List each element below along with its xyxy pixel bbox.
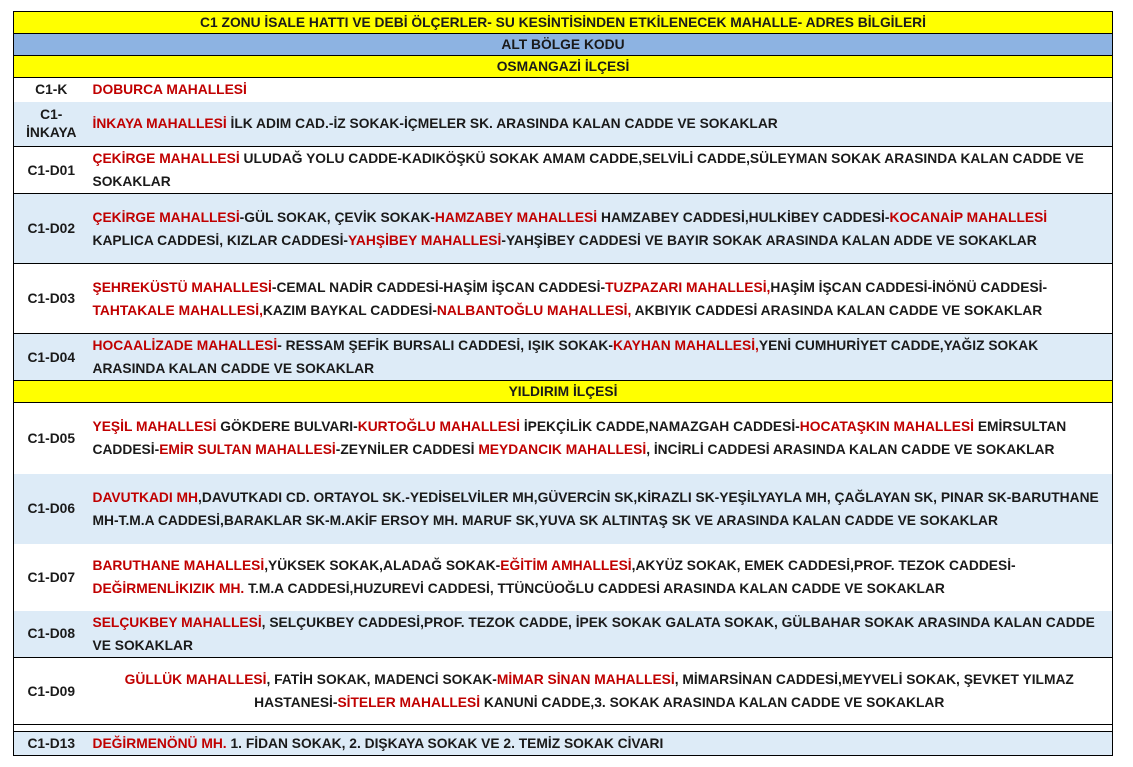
street-text: ,AKYÜZ SOKAK, EMEK CADDESİ,PROF. TEZOK CADDESİ-: [631, 558, 1016, 573]
street-text: , İNCİRLİ CADDESİ ARASINDA KALAN CADDE VE SOKAKLAR: [646, 442, 1055, 458]
district-title: YILDIRIM İLÇESİ: [14, 381, 1113, 403]
row-description: [89, 403, 1113, 474]
table-row: [14, 147, 1113, 194]
row-code: C1-D02: [14, 194, 89, 264]
table-row: [14, 732, 1113, 756]
row-description: [89, 264, 1113, 334]
spacer-row: [14, 725, 1113, 732]
spacer-cell: [14, 725, 1113, 732]
row-code: C1-D09: [14, 658, 89, 725]
row-description: [89, 78, 1113, 102]
row-code: [14, 102, 89, 147]
neighborhood-name: EĞİTİM AMHALLESİ: [500, 558, 632, 573]
street-text: KAZIM BAYKAL CADDESİ-: [262, 302, 437, 318]
street-text: - RESSAM ŞEFİK BURSALI CADDESİ, IŞIK SOKAK-: [277, 338, 613, 353]
neighborhood-name: SİTELER MAHALLESİ: [337, 695, 481, 710]
street-text: KAPLICA CADDESİ, KIZLAR CADDESİ-: [92, 232, 348, 248]
district-row-osmangazi: [14, 56, 1113, 78]
row-description: [89, 544, 1113, 611]
street-text: İPEKÇİLİK CADDE,NAMAZGAH CADDESİ-: [519, 419, 800, 435]
table-row: [14, 474, 1113, 544]
street-text: GÖKDERE BULVARI-: [216, 419, 358, 435]
street-text: -ZEYNİLER CADDESİ: [335, 442, 479, 458]
neighborhood-name: BARUTHANE MAHALLESİ: [92, 558, 265, 573]
title-row: [14, 12, 1113, 34]
neighborhood-name: ŞEHREKÜSTÜ MAHALLESİ: [92, 279, 272, 295]
street-text: HAŞİM İŞCAN CADDESİ-İNÖNÜ CADDESİ-: [770, 279, 1048, 295]
row-code: C1-D07: [14, 544, 89, 611]
neighborhood-name: YEŞİL MAHALLESİ: [92, 419, 217, 435]
street-text: AKBIYIK CADDESİ ARASINDA KALAN CADDE VE SOKAKLAR: [631, 302, 1043, 318]
street-text: T.M.A CADDESİ,HUZUREVİ CADDESİ, TTÜNCÜOĞLU CADDESİ ARASINDA KALAN CADDE VE SOKAKLAR: [244, 581, 945, 596]
neighborhood-name: DAVUTKADI MH: [92, 489, 199, 505]
neighborhood-name: DEĞİRMENÖNÜ MH.: [92, 736, 227, 751]
row-code: C1-D13: [14, 732, 89, 756]
street-text: ,DAVUTKADI CD. ORTAYOL SK.-YEDİSELVİLER MH,GÜVERCİN SK,KİRAZLI SK-YEŞİLYAYLA MH, ÇAĞLAYAN SK, PINAR SK-BARUTHANE MH-T.M.A CADDESİ,BARAKLAR SK-M.AKİF ERSOY MH. MARUF SK,YUVA SK ALTINTAŞ SK VE ARASINDA KALAN CADDE VE SOKAKLAR: [92, 489, 1099, 528]
neighborhood-name: NALBANTOĞLU MAHALLESİ,: [436, 302, 632, 318]
table-row: [14, 194, 1113, 264]
row-description: [89, 732, 1113, 756]
table-title: C1 ZONU İSALE HATTI VE DEBİ ÖLÇERLER- SU KESİNTİSİNDEN ETKİLENECEK MAHALLE- ADRES BİLGİLERİ: [14, 12, 1113, 34]
neighborhood-name: KURTOĞLU MAHALLESİ: [357, 419, 520, 435]
neighborhood-name: MEYDANCIK MAHALLESİ: [478, 442, 647, 458]
row-code: C1-D01: [14, 147, 89, 194]
table-row: [14, 611, 1113, 658]
row-description: [89, 474, 1113, 544]
address-table: [13, 11, 1113, 756]
neighborhood-name: TAHTAKALE MAHALLESİ,: [92, 302, 263, 318]
neighborhood-name: SELÇUKBEY MAHALLESİ: [92, 614, 262, 630]
neighborhood-name: TUZPAZARI MAHALLESİ,: [605, 279, 771, 295]
subheader-row: [14, 34, 1113, 56]
street-text: , SELÇUKBEY CADDESİ,PROF. TEZOK CADDE, İPEK SOKAK GALATA SOKAK, GÜLBAHAR SOKAK ARASINDA KALAN CADDE VE SOKAKLAR: [92, 614, 1095, 653]
row-description: [89, 334, 1113, 381]
district-row-yildirim: [14, 381, 1113, 403]
neighborhood-name: HOCAALİZADE MAHALLESİ: [92, 338, 278, 353]
street-text: İLK ADIM CAD.-İZ SOKAK-İÇMELER SK. ARASINDA KALAN CADDE VE SOKAKLAR: [226, 116, 778, 132]
street-text: -YAHŞİBEY CADDESİ VE BAYIR SOKAK ARASINDA KALAN ADDE VE SOKAKLAR: [501, 232, 1037, 248]
row-code: C1-D08: [14, 611, 89, 658]
row-code: C1-D03: [14, 264, 89, 334]
neighborhood-name: ÇEKİRGE MAHALLESİ: [92, 151, 240, 166]
row-description: [89, 194, 1113, 264]
neighborhood-name: DEĞİRMENLİKIZIK MH.: [92, 581, 245, 596]
street-text: ULUDAĞ YOLU CADDE-KADIKÖŞKÜ SOKAK AMAM CADDE,SELVİLİ CADDE,SÜLEYMAN SOKAK ARASINDA KALAN CADDE VE SOKAKLAR: [92, 151, 1084, 189]
row-code: C1-K: [14, 78, 89, 102]
street-text: HAMZABEY CADDESİ,HULKİBEY CADDESİ-: [597, 209, 890, 225]
neighborhood-name: GÜLLÜK MAHALLESİ: [124, 672, 267, 687]
subheader: ALT BÖLGE KODU: [14, 34, 1113, 56]
table-row: [14, 102, 1113, 147]
neighborhood-name: MİMAR SİNAN MAHALLESİ: [496, 672, 675, 687]
row-code-text: C1- İNKAYA: [26, 106, 77, 140]
table-row: [14, 403, 1113, 474]
neighborhood-name: YAHŞİBEY MAHALLESİ: [348, 232, 502, 248]
street-text: , FATİH SOKAK, MADENCİ SOKAK-: [266, 672, 497, 687]
street-text: ,YÜKSEK SOKAK,ALADAĞ SOKAK-: [264, 558, 501, 573]
street-text: -CEMAL NADİR CADDESİ-HAŞİM İŞCAN CADDESİ-: [271, 279, 606, 295]
neighborhood-name: HAMZABEY MAHALLESİ: [434, 209, 598, 225]
street-text: EMİRSULTAN CADDESİ-: [92, 419, 1067, 458]
row-code: C1-D04: [14, 334, 89, 381]
neighborhood-name: KOCANAİP MAHALLESİ: [889, 209, 1048, 225]
row-code: C1-D05: [14, 403, 89, 474]
neighborhood-name: İNKAYA MAHALLESİ: [92, 116, 227, 132]
table-row: [14, 264, 1113, 334]
table-row: [14, 658, 1113, 725]
street-text: 1. FİDAN SOKAK, 2. DIŞKAYA SOKAK VE 2. TEMİZ SOKAK CİVARI: [226, 736, 664, 751]
neighborhood-name: HOCATAŞKIN MAHALLESİ: [799, 419, 975, 435]
row-description: [89, 611, 1113, 658]
table-row: [14, 544, 1113, 611]
row-description: [89, 147, 1113, 194]
neighborhood-name: EMİR SULTAN MAHALLESİ: [159, 442, 336, 458]
neighborhood-name: DOBURCA MAHALLESİ: [92, 82, 247, 98]
row-code: C1-D06: [14, 474, 89, 544]
table-row: [14, 78, 1113, 102]
neighborhood-name: ÇEKİRGE MAHALLESİ: [92, 209, 240, 225]
row-description: [89, 658, 1113, 725]
table-row: [14, 334, 1113, 381]
street-text: , MİMARSİNAN CADDESİ,MEYVELİ SOKAK, ŞEVKET YILMAZ HASTANESİ-: [254, 672, 1074, 710]
street-text: YENİ CUMHURİYET CADDE,YAĞIZ SOKAK ARASINDA KALAN CADDE VE SOKAKLAR: [92, 338, 1039, 376]
district-title: OSMANGAZİ İLÇESİ: [14, 56, 1113, 78]
street-text: KANUNİ CADDE,3. SOKAK ARASINDA KALAN CADDE VE SOKAKLAR: [480, 695, 945, 710]
neighborhood-name: KAYHAN MAHALLESİ,: [612, 338, 759, 353]
street-text: -GÜL SOKAK, ÇEVİK SOKAK-: [239, 209, 435, 225]
row-description: [89, 102, 1113, 147]
